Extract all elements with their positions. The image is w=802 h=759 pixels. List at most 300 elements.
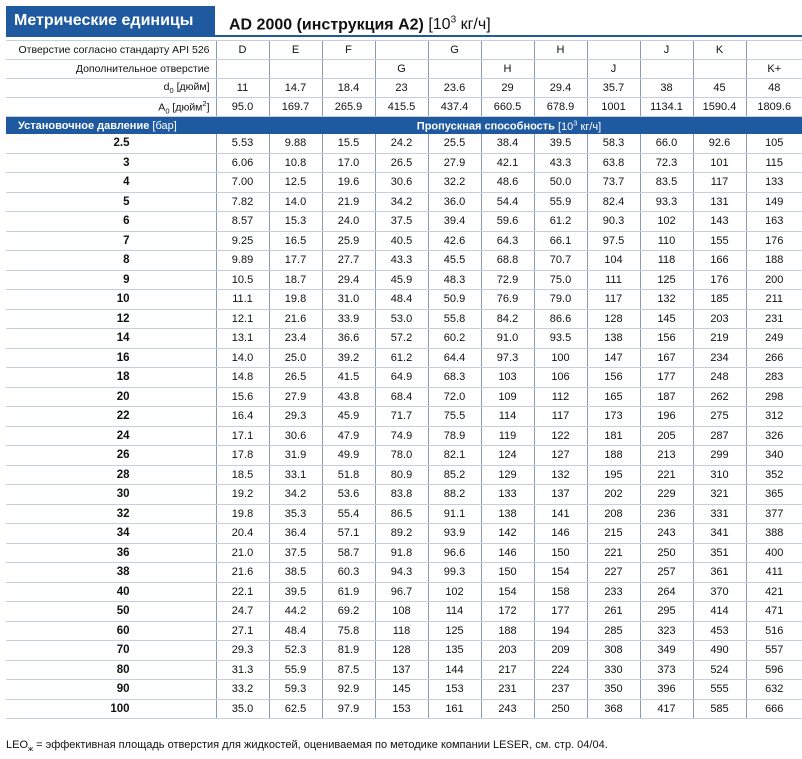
capacity-cell: 21.6 — [216, 563, 269, 583]
set-pressure-cell: 40 — [6, 582, 216, 602]
capacity-cell: 14.8 — [216, 368, 269, 388]
capacity-cell: 37.5 — [269, 543, 322, 563]
footnote: $LEO_ж$ = эффективная площадь отверстия для жидкостей, оцениваемая по методике компании LESER, см. стр. 04/04. — [6, 739, 608, 754]
capacity-cell: 350 — [587, 680, 640, 700]
capacity-cell: 48.4 — [375, 290, 428, 310]
capacity-cell: 37.5 — [375, 212, 428, 232]
set-pressure-cell: 80 — [6, 660, 216, 680]
capacity-cell: 9.88 — [269, 134, 322, 153]
capacity-cell: 118 — [640, 251, 693, 271]
set-pressure-cell: 3 — [6, 153, 216, 173]
capacity-cell: 377 — [746, 504, 802, 524]
capacity-cell: 86.6 — [534, 309, 587, 329]
capacity-cell: 129 — [481, 465, 534, 485]
capacity-cell: 91.0 — [481, 329, 534, 349]
capacity-cell: 154 — [534, 563, 587, 583]
additional-orifice-cell — [640, 60, 693, 79]
capacity-cell: 114 — [481, 407, 534, 427]
capacity-cell: 188 — [587, 446, 640, 466]
capacity-cell: 18.7 — [269, 270, 322, 290]
capacity-cell: 132 — [534, 465, 587, 485]
capacity-cell: 68.8 — [481, 251, 534, 271]
capacity-cell: 14.0 — [216, 348, 269, 368]
a0-label: $A_0$ [дюйм$^2$] — [6, 98, 216, 117]
capacity-cell: 373 — [640, 660, 693, 680]
additional-orifice-cell: J — [587, 60, 640, 79]
capacity-cell: 25.9 — [322, 231, 375, 251]
capacity-cell: 91.1 — [428, 504, 481, 524]
capacity-cell: 417 — [640, 699, 693, 719]
capacity-cell: 53.6 — [322, 485, 375, 505]
capacity-cell: 93.9 — [428, 524, 481, 544]
capacity-cell: 88.2 — [428, 485, 481, 505]
capacity-cell: 94.3 — [375, 563, 428, 583]
capacity-cell: 125 — [640, 270, 693, 290]
capacity-cell: 59.6 — [481, 212, 534, 232]
capacity-cell: 119 — [481, 426, 534, 446]
capacity-cell: 60.3 — [322, 563, 375, 583]
capacity-cell: 34.2 — [269, 485, 322, 505]
set-pressure-cell: 5 — [6, 192, 216, 212]
capacity-cell: 72.0 — [428, 387, 481, 407]
capacity-cell: 58.7 — [322, 543, 375, 563]
capacity-cell: 27.1 — [216, 621, 269, 641]
capacity-cell: 83.5 — [640, 173, 693, 193]
capacity-cell: 39.4 — [428, 212, 481, 232]
capacity-cell: 250 — [534, 699, 587, 719]
set-pressure-cell: 36 — [6, 543, 216, 563]
capacity-cell: 31.9 — [269, 446, 322, 466]
capacity-cell: 36.4 — [269, 524, 322, 544]
a0-cell: 1134.1 — [640, 98, 693, 117]
capacity-cell: 133 — [481, 485, 534, 505]
capacity-cell: 9.25 — [216, 231, 269, 251]
orifice-cell — [587, 41, 640, 60]
capacity-cell: 105 — [746, 134, 802, 153]
capacity-cell: 340 — [746, 446, 802, 466]
capacity-cell: 55.4 — [322, 504, 375, 524]
table-row — [6, 134, 802, 153]
set-pressure-cell: 7 — [6, 231, 216, 251]
a0-cell: 660.5 — [481, 98, 534, 117]
capacity-cell: 57.2 — [375, 329, 428, 349]
capacity-cell: 92.9 — [322, 680, 375, 700]
capacity-cell: 41.5 — [322, 368, 375, 388]
capacity-cell: 144 — [428, 660, 481, 680]
table-row — [6, 524, 802, 544]
capacity-cell: 231 — [746, 309, 802, 329]
capacity-cell: 84.2 — [481, 309, 534, 329]
capacity-cell: 78.9 — [428, 426, 481, 446]
orifice-cell: F — [322, 41, 375, 60]
capacity-cell: 18.5 — [216, 465, 269, 485]
capacity-cell: 61.9 — [322, 582, 375, 602]
capacity-cell: 156 — [587, 368, 640, 388]
capacity-cell: 75.0 — [534, 270, 587, 290]
capacity-cell: 19.8 — [269, 290, 322, 310]
capacity-cell: 57.1 — [322, 524, 375, 544]
capacity-cell: 111 — [587, 270, 640, 290]
capacity-cell: 131 — [693, 192, 746, 212]
additional-orifice-cell: G — [375, 60, 428, 79]
capacity-cell: 55.9 — [269, 660, 322, 680]
table-row — [6, 212, 802, 232]
capacity-cell: 45.9 — [375, 270, 428, 290]
capacity-cell: 15.3 — [269, 212, 322, 232]
capacity-cell: 23.4 — [269, 329, 322, 349]
capacity-cell: 124 — [481, 446, 534, 466]
set-pressure-cell: 8 — [6, 251, 216, 271]
capacity-cell: 150 — [534, 543, 587, 563]
capacity-cell: 115 — [746, 153, 802, 173]
capacity-cell: 146 — [534, 524, 587, 544]
capacity-cell: 13.1 — [216, 329, 269, 349]
capacity-cell: 154 — [481, 582, 534, 602]
capacity-cell: 31.0 — [322, 290, 375, 310]
capacity-cell: 12.1 — [216, 309, 269, 329]
capacity-cell: 7.82 — [216, 192, 269, 212]
additional-orifice-cell — [216, 60, 269, 79]
a0-cell: 95.0 — [216, 98, 269, 117]
capacity-cell: 102 — [640, 212, 693, 232]
capacity-cell: 45.5 — [428, 251, 481, 271]
table-row — [6, 329, 802, 349]
capacity-cell: 80.9 — [375, 465, 428, 485]
capacity-cell: 83.8 — [375, 485, 428, 505]
capacity-cell: 632 — [746, 680, 802, 700]
table-row — [6, 407, 802, 427]
capacity-cell: 388 — [746, 524, 802, 544]
capacity-cell: 68.3 — [428, 368, 481, 388]
a0-cell: 1001 — [587, 98, 640, 117]
capacity-cell: 21.0 — [216, 543, 269, 563]
capacity-cell: 102 — [428, 582, 481, 602]
capacity-cell: 370 — [693, 582, 746, 602]
orifice-cell: E — [269, 41, 322, 60]
capacity-cell: 17.1 — [216, 426, 269, 446]
capacity-cell: 213 — [640, 446, 693, 466]
capacity-cell: 128 — [587, 309, 640, 329]
set-pressure-cell: 9 — [6, 270, 216, 290]
capacity-cell: 33.1 — [269, 465, 322, 485]
capacity-cell: 76.9 — [481, 290, 534, 310]
set-pressure-cell: 100 — [6, 699, 216, 719]
capacity-cell: 43.3 — [375, 251, 428, 271]
capacity-cell: 352 — [746, 465, 802, 485]
set-pressure-cell: 20 — [6, 387, 216, 407]
capacity-cell: 261 — [587, 602, 640, 622]
capacity-cell: 127 — [534, 446, 587, 466]
capacity-cell: 14.0 — [269, 192, 322, 212]
capacity-cell: 231 — [481, 680, 534, 700]
column-header-band — [6, 117, 802, 135]
capacity-cell: 287 — [693, 426, 746, 446]
capacity-cell: 266 — [746, 348, 802, 368]
capacity-cell: 82.4 — [587, 192, 640, 212]
capacity-cell: 48.4 — [269, 621, 322, 641]
capacity-cell: 257 — [640, 563, 693, 583]
capacity-cell: 208 — [587, 504, 640, 524]
capacity-cell: 400 — [746, 543, 802, 563]
capacity-cell: 70.7 — [534, 251, 587, 271]
capacity-cell: 85.2 — [428, 465, 481, 485]
capacity-cell: 26.5 — [375, 153, 428, 173]
capacity-cell: 143 — [693, 212, 746, 232]
capacity-cell: 234 — [693, 348, 746, 368]
capacity-cell: 361 — [693, 563, 746, 583]
table-row — [6, 641, 802, 661]
capacity-cell: 17.0 — [322, 153, 375, 173]
d0-cell: 23 — [375, 79, 428, 98]
capacity-cell: 153 — [428, 680, 481, 700]
capacity-cell: 72.9 — [481, 270, 534, 290]
set-pressure-cell: 34 — [6, 524, 216, 544]
table-row — [6, 251, 802, 271]
d0-cell: 14.7 — [269, 79, 322, 98]
capacity-cell: 69.2 — [322, 602, 375, 622]
additional-orifice-cell — [322, 60, 375, 79]
set-pressure-cell: 32 — [6, 504, 216, 524]
capacity-cell: 78.0 — [375, 446, 428, 466]
capacity-cell: 224 — [534, 660, 587, 680]
capacity-cell: 17.7 — [269, 251, 322, 271]
capacity-cell: 104 — [587, 251, 640, 271]
orifice-cell: D — [216, 41, 269, 60]
capacity-cell: 118 — [375, 621, 428, 641]
capacity-cell: 138 — [587, 329, 640, 349]
capacity-cell: 237 — [534, 680, 587, 700]
capacity-cell: 453 — [693, 621, 746, 641]
capacity-cell: 30.6 — [269, 426, 322, 446]
capacity-cell: 97.3 — [481, 348, 534, 368]
capacity-cell: 60.2 — [428, 329, 481, 349]
capacity-cell: 101 — [693, 153, 746, 173]
capacity-cell: 153 — [375, 699, 428, 719]
table-row — [6, 309, 802, 329]
set-pressure-cell: 28 — [6, 465, 216, 485]
capacity-cell: 135 — [428, 641, 481, 661]
capacity-cell: 40.5 — [375, 231, 428, 251]
capacity-cell: 106 — [534, 368, 587, 388]
set-pressure-cell: 50 — [6, 602, 216, 622]
capacity-cell: 557 — [746, 641, 802, 661]
capacity-cell: 295 — [640, 602, 693, 622]
capacity-cell: 15.5 — [322, 134, 375, 153]
d0-row — [6, 79, 802, 98]
set-pressure-cell: 90 — [6, 680, 216, 700]
capacity-cell: 61.2 — [534, 212, 587, 232]
capacity-cell: 19.8 — [216, 504, 269, 524]
table-row — [6, 387, 802, 407]
capacity-cell: 187 — [640, 387, 693, 407]
capacity-cell: 63.8 — [587, 153, 640, 173]
capacity-cell: 97.9 — [322, 699, 375, 719]
set-pressure-cell: 30 — [6, 485, 216, 505]
capacity-cell: 6.06 — [216, 153, 269, 173]
capacity-cell: 249 — [746, 329, 802, 349]
orifice-cell: K — [693, 41, 746, 60]
capacity-cell: 117 — [534, 407, 587, 427]
d0-label: $d_0$ [дюйм] — [6, 79, 216, 98]
capacity-cell: 20.4 — [216, 524, 269, 544]
capacity-cell: 275 — [693, 407, 746, 427]
orifice-cell: G — [428, 41, 481, 60]
capacity-cell: 19.2 — [216, 485, 269, 505]
orifice-cell — [746, 41, 802, 60]
capacity-cell: 36.6 — [322, 329, 375, 349]
capacity-cell: 58.3 — [587, 134, 640, 153]
set-pressure-cell: 4 — [6, 173, 216, 193]
table-row — [6, 290, 802, 310]
capacity-cell: 137 — [375, 660, 428, 680]
capacity-cell: 145 — [640, 309, 693, 329]
capacity-cell: 165 — [587, 387, 640, 407]
capacity-cell: 64.9 — [375, 368, 428, 388]
additional-orifice-cell — [693, 60, 746, 79]
capacity-cell: 49.9 — [322, 446, 375, 466]
capacity-cell: 53.0 — [375, 309, 428, 329]
capacity-cell: 209 — [534, 641, 587, 661]
additional-orifice-label: Дополнительное отверстие — [6, 60, 216, 79]
capacity-cell: 310 — [693, 465, 746, 485]
capacity-cell: 26.5 — [269, 368, 322, 388]
capacity-cell: 33.2 — [216, 680, 269, 700]
capacity-cell: 81.9 — [322, 641, 375, 661]
capacity-cell: 205 — [640, 426, 693, 446]
capacity-cell: 16.5 — [269, 231, 322, 251]
orifice-cell — [375, 41, 428, 60]
a0-cell: 265.9 — [322, 98, 375, 117]
capacity-cell: 75.8 — [322, 621, 375, 641]
set-pressure-cell: 16 — [6, 348, 216, 368]
d0-cell: 38 — [640, 79, 693, 98]
capacity-cell: 194 — [534, 621, 587, 641]
capacity-cell: 34.2 — [375, 192, 428, 212]
table-row — [6, 446, 802, 466]
capacity-cell: 308 — [587, 641, 640, 661]
capacity-cell: 79.0 — [534, 290, 587, 310]
capacity-cell: 490 — [693, 641, 746, 661]
table-row — [6, 602, 802, 622]
capacity-cell: 35.0 — [216, 699, 269, 719]
a0-row — [6, 98, 802, 117]
capacity-cell: 248 — [693, 368, 746, 388]
capacity-cell: 22.1 — [216, 582, 269, 602]
additional-orifice-cell — [534, 60, 587, 79]
capacity-cell: 163 — [746, 212, 802, 232]
capacity-cell: 221 — [587, 543, 640, 563]
section-label: Метрические единицы — [6, 6, 215, 36]
header-rule — [6, 35, 802, 37]
capacity-cell: 221 — [640, 465, 693, 485]
table-row — [6, 621, 802, 641]
capacity-cell: 90.3 — [587, 212, 640, 232]
capacity-cell: 11.1 — [216, 290, 269, 310]
capacity-cell: 117 — [587, 290, 640, 310]
capacity-cell: 341 — [693, 524, 746, 544]
capacity-cell: 96.7 — [375, 582, 428, 602]
capacity-cell: 66.0 — [640, 134, 693, 153]
capacity-cell: 48.3 — [428, 270, 481, 290]
a0-cell: 678.9 — [534, 98, 587, 117]
capacity-cell: 31.3 — [216, 660, 269, 680]
set-pressure-cell: 22 — [6, 407, 216, 427]
capacity-cell: 61.2 — [375, 348, 428, 368]
table-row — [6, 680, 802, 700]
capacity-cell: 99.3 — [428, 563, 481, 583]
capacity-cell: 89.2 — [375, 524, 428, 544]
capacity-cell: 39.5 — [534, 134, 587, 153]
a0-cell: 415.5 — [375, 98, 428, 117]
capacity-cell: 27.9 — [428, 153, 481, 173]
capacity-cell: 173 — [587, 407, 640, 427]
capacity-cell: 117 — [693, 173, 746, 193]
capacity-cell: 145 — [375, 680, 428, 700]
capacity-cell: 91.8 — [375, 543, 428, 563]
table-row — [6, 563, 802, 583]
set-pressure-cell: 10 — [6, 290, 216, 310]
capacity-cell: 50.0 — [534, 173, 587, 193]
capacity-cell: 39.2 — [322, 348, 375, 368]
capacity-cell: 321 — [693, 485, 746, 505]
capacity-cell: 21.9 — [322, 192, 375, 212]
set-pressure-cell: 12 — [6, 309, 216, 329]
capacity-cell: 92.6 — [693, 134, 746, 153]
capacity-cell: 132 — [640, 290, 693, 310]
set-pressure-cell: 2.5 — [6, 134, 216, 153]
capacity-cell: 150 — [481, 563, 534, 583]
capacity-cell: 96.6 — [428, 543, 481, 563]
capacity-cell: 229 — [640, 485, 693, 505]
capacity-cell: 7.00 — [216, 173, 269, 193]
capacity-cell: 38.5 — [269, 563, 322, 583]
capacity-cell: 188 — [746, 251, 802, 271]
capacity-cell: 86.5 — [375, 504, 428, 524]
capacity-cell: 109 — [481, 387, 534, 407]
d0-cell: 18.4 — [322, 79, 375, 98]
table-row — [6, 582, 802, 602]
capacity-cell: 32.2 — [428, 173, 481, 193]
capacity-cell: 10.5 — [216, 270, 269, 290]
capacity-cell: 414 — [693, 602, 746, 622]
capacity-cell: 24.7 — [216, 602, 269, 622]
capacity-cell: 365 — [746, 485, 802, 505]
set-pressure-cell: 6 — [6, 212, 216, 232]
capacity-cell: 349 — [640, 641, 693, 661]
capacity-cell: 27.7 — [322, 251, 375, 271]
capacity-cell: 47.9 — [322, 426, 375, 446]
table-row — [6, 660, 802, 680]
set-pressure-cell: 38 — [6, 563, 216, 583]
capacity-cell: 285 — [587, 621, 640, 641]
table-title — [229, 6, 491, 36]
capacity-cell: 217 — [481, 660, 534, 680]
orifice-cell: J — [640, 41, 693, 60]
table-row — [6, 485, 802, 505]
capacity-cell: 128 — [375, 641, 428, 661]
capacity-cell: 24.2 — [375, 134, 428, 153]
capacity-cell: 555 — [693, 680, 746, 700]
capacity-cell: 177 — [640, 368, 693, 388]
d0-cell: 45 — [693, 79, 746, 98]
capacity-cell: 29.4 — [322, 270, 375, 290]
additional-orifice-cell: K+ — [746, 60, 802, 79]
capacity-cell: 103 — [481, 368, 534, 388]
capacity-cell: 133 — [746, 173, 802, 193]
capacity-cell: 396 — [640, 680, 693, 700]
table-title-unit: [$10^3$ кг/ч] — [428, 15, 491, 34]
capacity-cell: 36.0 — [428, 192, 481, 212]
